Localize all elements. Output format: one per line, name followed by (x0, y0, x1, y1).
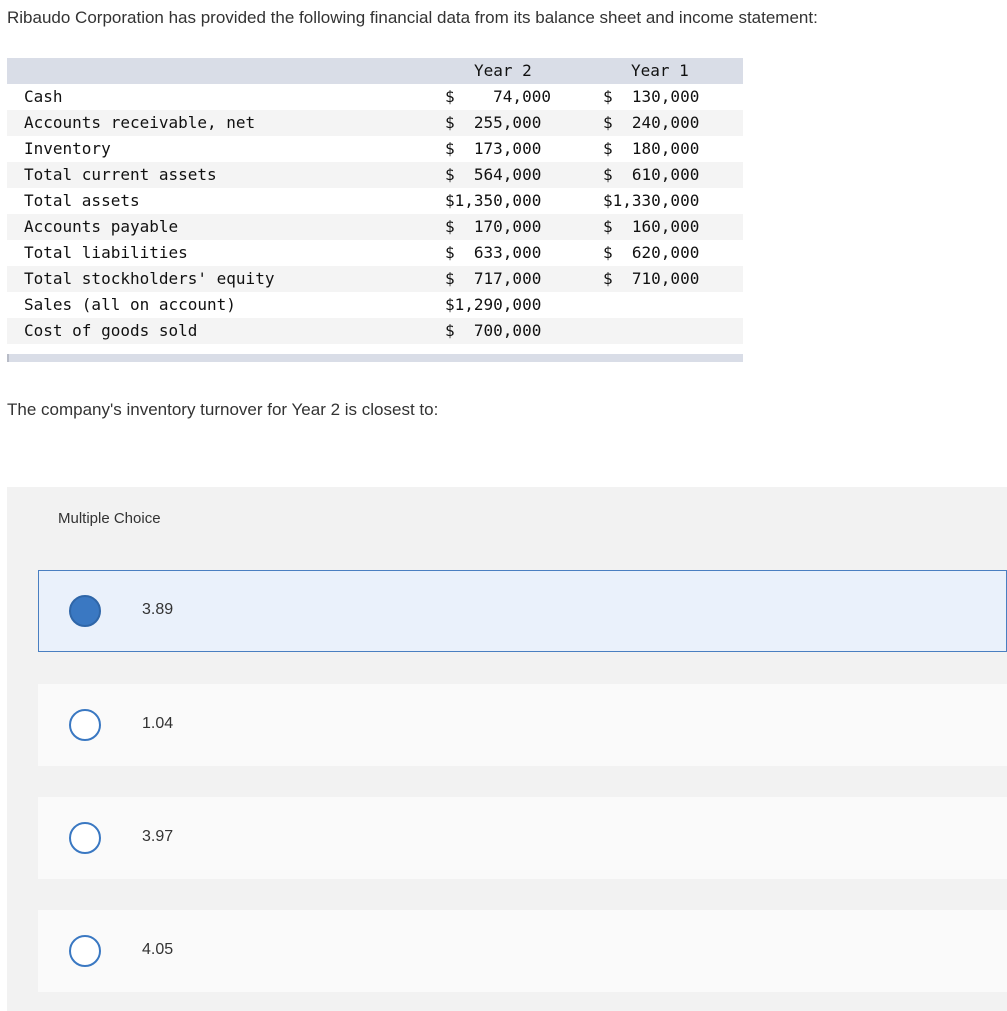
answer-option-3[interactable] (38, 797, 1007, 879)
year-1-value: $ 710,000 (603, 269, 700, 288)
row-label: Total assets (24, 191, 140, 210)
answer-option-4[interactable] (38, 910, 1007, 992)
year-2-value: $ 173,000 (445, 139, 542, 158)
row-label: Accounts receivable, net (24, 113, 256, 132)
year-2-value: $ 564,000 (445, 165, 542, 184)
answer-option-1[interactable] (38, 570, 1007, 652)
radio-unselected-icon[interactable] (69, 935, 101, 967)
header-year-2: Year 2 (474, 61, 532, 80)
year-1-value: $ 240,000 (603, 113, 700, 132)
year-2-value: $ 255,000 (445, 113, 542, 132)
table-row (7, 292, 743, 318)
table-row (7, 240, 743, 266)
year-1-value: $ 130,000 (603, 87, 700, 106)
row-label: Cash (24, 87, 63, 106)
year-1-value: $1,330,000 (603, 191, 700, 210)
row-label: Accounts payable (24, 217, 179, 236)
financial-data-table (7, 58, 743, 362)
table-row (7, 136, 743, 162)
table-row (7, 162, 743, 188)
multiple-choice-title: Multiple Choice (58, 510, 161, 527)
year-2-value: $ 74,000 (445, 87, 551, 106)
row-label: Total stockholders' equity (24, 269, 275, 288)
question-text: The company's inventory turnover for Year 2 is closest to: (7, 400, 439, 419)
multiple-choice-header (7, 487, 1007, 550)
year-2-value: $ 700,000 (445, 321, 542, 340)
year-2-value: $1,350,000 (445, 191, 542, 210)
table-row (7, 110, 743, 136)
row-label: Total liabilities (24, 243, 188, 262)
answer-option-2[interactable] (38, 684, 1007, 766)
option-label: 3.89 (142, 601, 174, 618)
row-label: Inventory (24, 139, 111, 158)
option-label: 3.97 (142, 828, 174, 845)
year-1-value: $ 180,000 (603, 139, 700, 158)
row-label: Total current assets (24, 165, 217, 184)
table-row (7, 84, 743, 110)
option-label: 1.04 (142, 715, 174, 732)
year-1-value: $ 610,000 (603, 165, 700, 184)
option-label: 4.05 (142, 941, 174, 958)
year-2-value: $ 717,000 (445, 269, 542, 288)
radio-unselected-icon[interactable] (69, 822, 101, 854)
table-header-row (7, 58, 743, 84)
year-1-value: $ 160,000 (603, 217, 700, 236)
year-2-value: $ 633,000 (445, 243, 542, 262)
intro-text: Ribaudo Corporation has provided the following financial data from its balance sheet and income statement: (7, 8, 818, 27)
table-row (7, 214, 743, 240)
row-label: Sales (all on account) (24, 295, 236, 314)
table-row (7, 188, 743, 214)
table-footer-bar (7, 354, 743, 362)
table-row (7, 266, 743, 292)
table-row (7, 318, 743, 344)
year-2-value: $1,290,000 (445, 295, 542, 314)
year-2-value: $ 170,000 (445, 217, 542, 236)
header-year-1: Year 1 (631, 61, 689, 80)
radio-unselected-icon[interactable] (69, 709, 101, 741)
year-1-value: $ 620,000 (603, 243, 700, 262)
radio-selected-icon[interactable] (69, 595, 101, 627)
row-label: Cost of goods sold (24, 321, 198, 340)
